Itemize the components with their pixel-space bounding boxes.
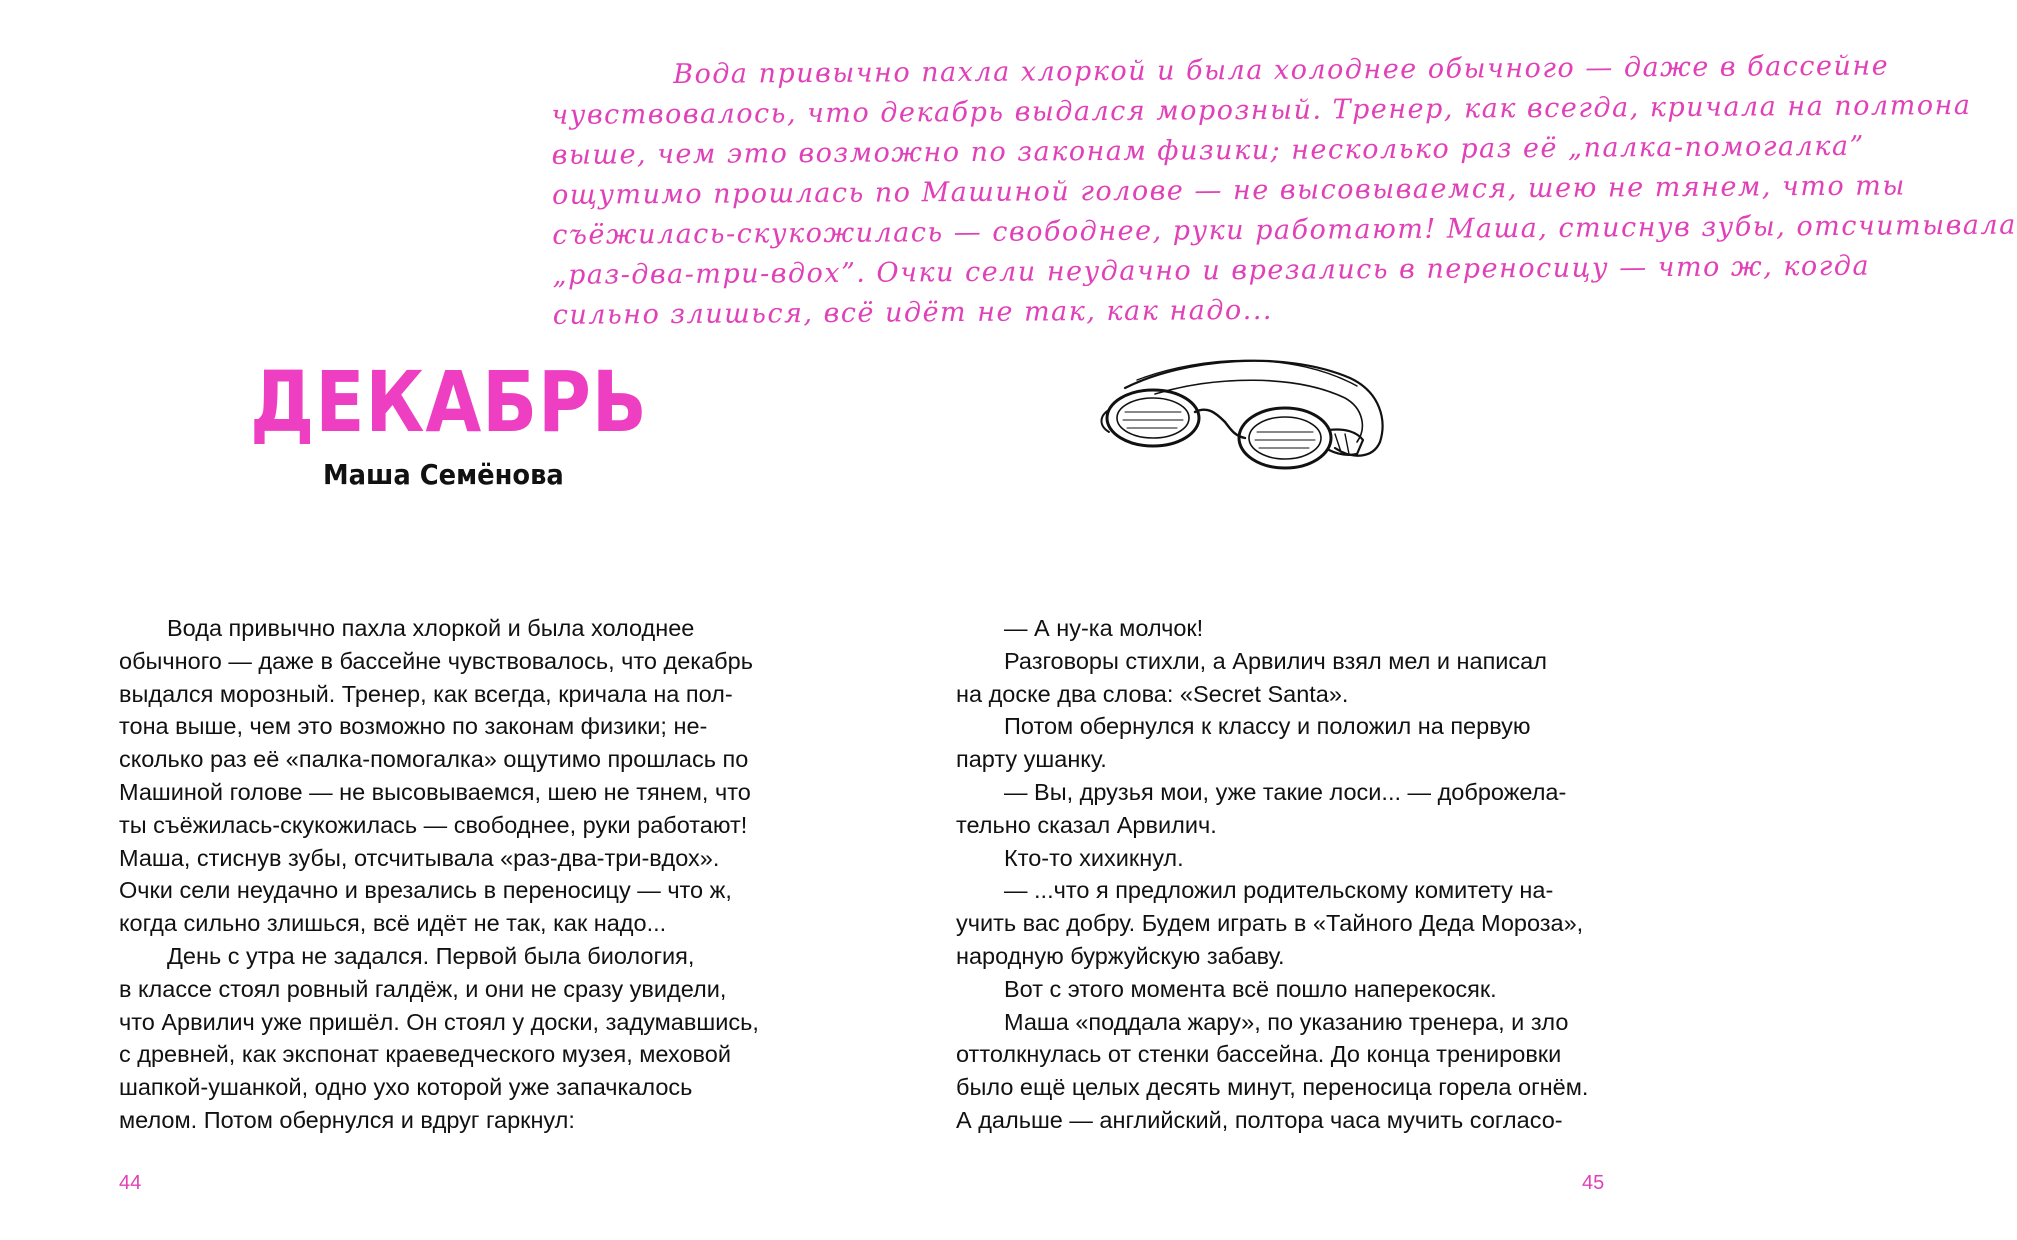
- text-line: что Арвилич уже пришёл. Он стоял у доски, задумавшись,: [119, 1008, 759, 1035]
- paragraph: [956, 874, 1616, 972]
- text-line: Вот с этого момента всё пошло наперекосяк.: [1004, 975, 1497, 1002]
- handwritten-line: чувствовалось, что декабрь выдался морозный. Тренер, как всегда, кричала на полтона: [551, 89, 1972, 131]
- paragraph: [956, 973, 1616, 1006]
- handwritten-line: Вода привычно пахла хлоркой и была холоднее обычного — даже в бассейне: [673, 50, 1890, 91]
- handwritten-line: выше, чем это возможно по законам физики; несколько раз её „палка-помогалка”: [551, 130, 1865, 171]
- text-line: народную буржуйскую забаву.: [956, 942, 1285, 969]
- handwritten-line: съёжилась-скукожилась — свободнее, руки работают! Маша, стиснув зубы, отсчитывала: [552, 209, 2017, 251]
- paragraph: [119, 940, 779, 1137]
- text-line: когда сильно злишься, всё идёт не так, как надо...: [119, 910, 667, 937]
- text-line: Разговоры стихли, а Арвилич взял мел и написал: [1004, 647, 1547, 674]
- text-line: Очки сели неудачно и врезались в переносицу — что ж,: [119, 877, 732, 904]
- text-line: — А ну-ка молчок!: [1004, 615, 1204, 641]
- text-line: Машиной голове — не высовываемся, шею не тянем, что: [119, 778, 751, 805]
- text-line: День с утра не задался. Первой была биология,: [167, 942, 695, 969]
- text-line: Кто-то хихикнул.: [1004, 844, 1184, 871]
- text-line: выдался морозный. Тренер, как всегда, кричала на пол-: [119, 680, 733, 707]
- text-line: в классе стоял ровный галдёж, и они не сразу увидели,: [119, 975, 727, 1002]
- text-line: — Вы, друзья мои, уже такие лоси... — доброжела-: [1004, 778, 1567, 805]
- paragraph: [119, 612, 779, 940]
- text-line: Потом обернулся к классу и положил на первую: [1004, 713, 1531, 740]
- handwritten-line: сильно злишься, всё идёт не так, как надо...: [552, 294, 1274, 331]
- text-line: Вода привычно пахла хлоркой и была холоднее: [167, 615, 695, 641]
- paragraph: [956, 1006, 1616, 1137]
- paragraph: [956, 612, 1616, 645]
- paragraph: [956, 842, 1616, 875]
- text-line: тельно сказал Арвилич.: [956, 811, 1217, 838]
- text-line: мелом. Потом обернулся и вдруг гаркнул:: [119, 1106, 575, 1133]
- text-line: было ещё целых десять минут, переносица горела огнём.: [956, 1074, 1589, 1101]
- text-line: на доске два слова: «Secret Santa».: [956, 680, 1349, 707]
- handwritten-line: „раз-два-три-вдох”. Очки сели неудачно и врезались в переносицу — что ж, когда: [552, 250, 1871, 291]
- paragraph: [956, 710, 1616, 776]
- text-line: Маша «поддала жару», по указанию тренера, и зло: [1004, 1008, 1569, 1035]
- text-line: парту ушанку.: [956, 746, 1107, 773]
- text-line: сколько раз её «палка-помогалка» ощутимо прошлась по: [119, 746, 749, 773]
- author-name: Маша Семёнова: [323, 458, 564, 491]
- text-line: — ...что я предложил родительскому комитету на-: [1004, 877, 1554, 904]
- text-line: А дальше — английский, полтора часа мучить согласо-: [956, 1106, 1563, 1133]
- text-line: оттолкнулась от стенки бассейна. До конца тренировки: [956, 1041, 1562, 1068]
- text-line: ты съёжилась-скукожилась — свободнее, руки работают!: [119, 811, 748, 838]
- text-line: с древней, как экспонат краеведческого музея, меховой: [119, 1041, 731, 1068]
- text-line: Маша, стиснув зубы, отсчитывала «раз-два-три-вдох».: [119, 844, 720, 871]
- paragraph: [956, 645, 1616, 711]
- handwritten-line: ощутимо прошлась по Машиной голове — не высовываемся, шею не тянем, что ты: [551, 170, 1906, 211]
- text-line: тона выше, чем это возможно по законам физики; не-: [119, 713, 708, 740]
- text-line: учить вас добру. Будем играть в «Тайного Деда Мороза»,: [956, 910, 1584, 937]
- page-number-left: 44: [119, 1172, 142, 1194]
- page-number-right: 45: [1582, 1172, 1605, 1194]
- right-page-text: [956, 612, 1616, 1137]
- paragraph: [956, 776, 1616, 842]
- text-line: обычного — даже в бассейне чувствовалось, что декабрь: [119, 647, 753, 674]
- left-page-text: [119, 612, 779, 1137]
- handwritten-note: [551, 48, 2017, 336]
- swimming-goggles-icon: [1095, 350, 1395, 480]
- chapter-title: ДЕКАБРЬ: [250, 353, 648, 451]
- text-line: шапкой-ушанкой, одно ухо которой уже запачкалось: [119, 1074, 693, 1101]
